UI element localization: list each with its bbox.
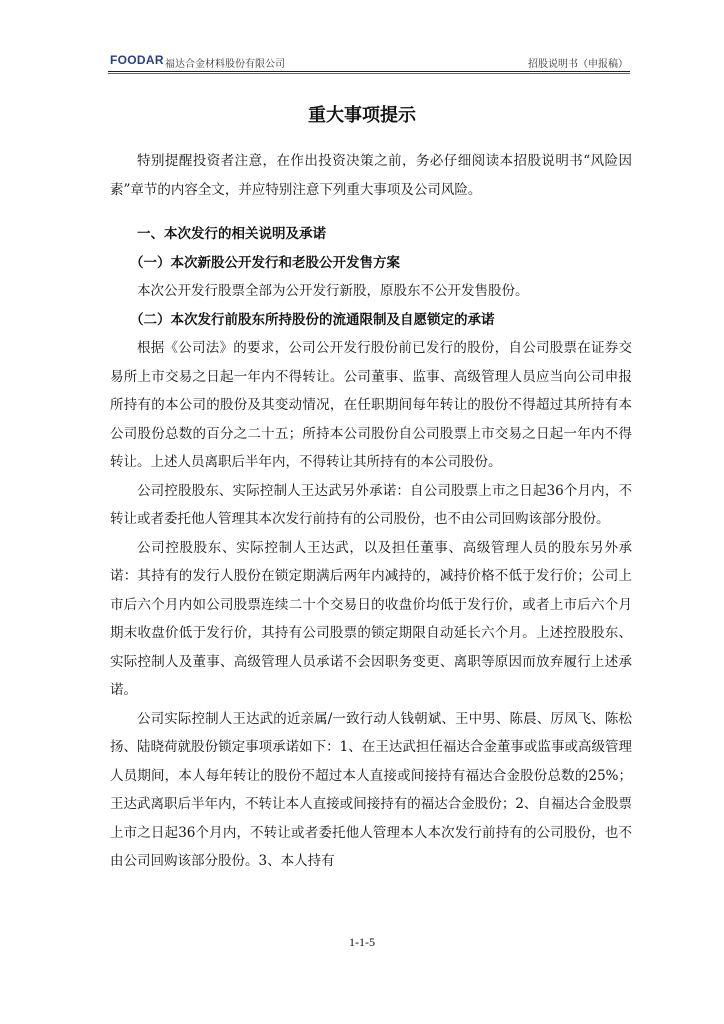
page-header (110, 50, 628, 72)
subsection-heading-1: （一）本次新股公开发行和老股公开发售方案 (130, 254, 400, 271)
intro-paragraph: 特别提醒投资者注意，在作出投资决策之前，务必仔细阅读本招股说明书“风险因素”章节的内容全文，并应特别注意下列重大事项及公司风险。 (110, 153, 632, 198)
document-type: 招股说明书（申报稿） (528, 59, 628, 70)
page-title: 重大事项提示 (308, 105, 416, 126)
company-name: 福达合金材料股份有限公司 (165, 59, 285, 70)
body-paragraph-4: 公司实际控制人王达武的近亲属/一致行动人钱朝斌、王中男、陈晨、厉凤飞、陈松扬、陆晓荷就股份锁定事项承诺如下：1、在王达武担任福达合金董事或监事或高级管理人员期间，本人每年转让的股份不超过本人直接或间接持有福达合金股份总数的25%；王达武离职后半年内，不转让本人直接或间接持有的福达合金股份；2、自福达合金股票上市之日起36个月内，不转让或者委托他人管理本人本次发行前持有的公司股份，也不由公司回购该部分股份。3、本人持有 (110, 710, 632, 869)
header-divider (108, 71, 630, 72)
page-number: 1-1-5 (349, 935, 375, 949)
body-paragraph-3: 公司控股股东、实际控制人王达武，以及担任董事、高级管理人员的股东另外承诺：其持有的发行人股份在锁定期满后两年内减持的，减持价格不低于发行价；公司上市后六个月内如公司股票连续二十个交易日的收盘价均低于发行价，或者上市后六个月期末收盘价低于发行价，其持有公司股票的锁定期限自动延长六个月。上述控股股东、实际控制人及董事、高级管理人员承诺不会因职务变更、离职等原因而放弃履行上述承诺。 (110, 539, 632, 698)
document-body (110, 147, 632, 876)
subsection-text-1: 本次公开发行股票全部为公开发行新股，原股东不公开发售股份。 (137, 283, 529, 299)
body-paragraph-2: 公司控股股东、实际控制人王达武另外承诺：自公司股票上市之日起36个月内，不转让或者委托他人管理其本次发行前持有的公司股份，也不由公司回购该部分股份。 (110, 482, 632, 527)
header-divider-thin (108, 73, 630, 74)
section-heading: 一、本次发行的相关说明及承诺 (137, 226, 326, 242)
company-logo: FOODAR (110, 53, 164, 67)
body-paragraph-1: 根据《公司法》的要求，公司公开发行股份前已发行的股份，自公司股票在证券交易所上市交易之日起一年内不得转让。公司董事、监事、高级管理人员应当向公司申报所持有的本公司的股份及其变动情况，在任职期间每年转让的股份不得超过其所持有本公司股份总数的百分之二十五；所持本公司股份自公司股票上市交易之日起一年内不得转让。上述人员离职后半年内，不得转让其所持有的本公司股份。 (110, 340, 632, 470)
subsection-heading-2: （二）本次发行前股东所持股份的流通限制及自愿锁定的承诺 (130, 311, 495, 328)
